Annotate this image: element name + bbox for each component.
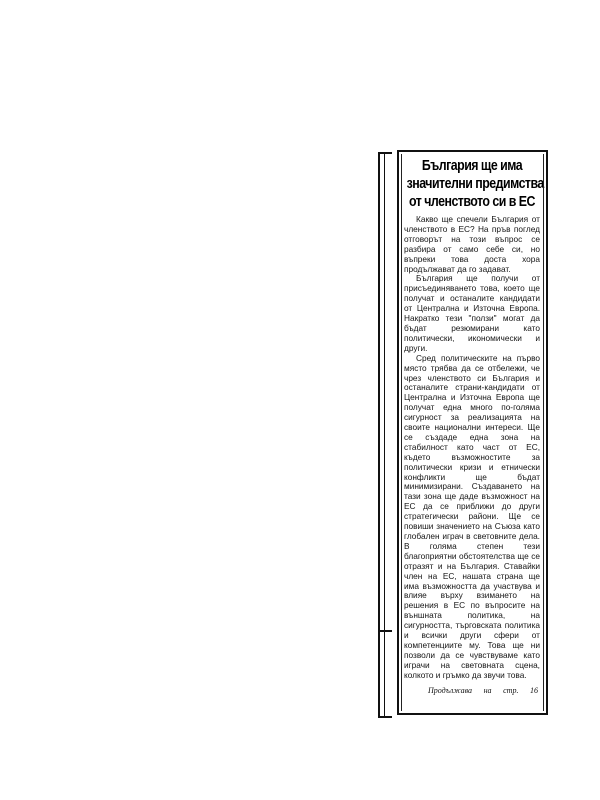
left-border-line <box>378 152 380 718</box>
continued-word: Продължава <box>428 685 473 695</box>
continued-page-number: 16 <box>530 685 538 695</box>
border-tick <box>378 716 392 718</box>
newspaper-article <box>397 150 548 715</box>
article-body <box>404 215 540 681</box>
continued-note <box>404 686 540 695</box>
headline-line: България ще има <box>421 158 523 174</box>
article-paragraph: Какво ще спечели България от членството в ЕС? На пръв поглед отговорът на този въпрос се разбира от само себе си, но въпреки това доста хора продължават да го задават. <box>404 214 540 274</box>
article-paragraph: България ще получи от присъединяването това, което ще получат и останалите кандидати от Централна и Източна Европа. Накратко тези "ползи" могат да бъдат резюмирани като политически, икономически и други. <box>404 273 540 353</box>
continued-word: на <box>483 685 492 695</box>
border-tick <box>378 152 392 154</box>
article-headline <box>406 157 544 211</box>
border-tick <box>378 630 392 632</box>
headline-line: значителни предимства <box>406 176 544 192</box>
article-paragraph: Сред политическите на първо място трябва да се отбележи, че чрез членството си България и останалите страни-кандидати от Централна и Източна Европа ще получат една много по-голяма сигурност за реализацията на своите национални интереси. Ще се създаде една зона на стабилност като част от ЕС, където възможностите за политически кризи и етнически конфликти ще бъдат минимизирани. Създаването на тази зона ще даде възможност на ЕС да се приближи до други стратегически райони. Ще се повиши значението на Съюза като глобален играч в световните дела. В голяма степен тези благоприятни обстоятелства ще се отразят и на България. Ставайки член на ЕС, нашата страна ще има възможността да участвува и влияе върху взимането на решения в ЕС по въпросите на външната политика, на сигурността, търговската политика и всички други сфери от компетенциите му. Това ще ни позволи да се чувствуваме като играчи на световната сцена, колкото и гръмко да звучи това. <box>404 352 540 680</box>
left-border-line-inner <box>384 152 385 718</box>
continued-word: стр. <box>503 685 519 695</box>
headline-line: от членството си в ЕС <box>409 194 535 210</box>
